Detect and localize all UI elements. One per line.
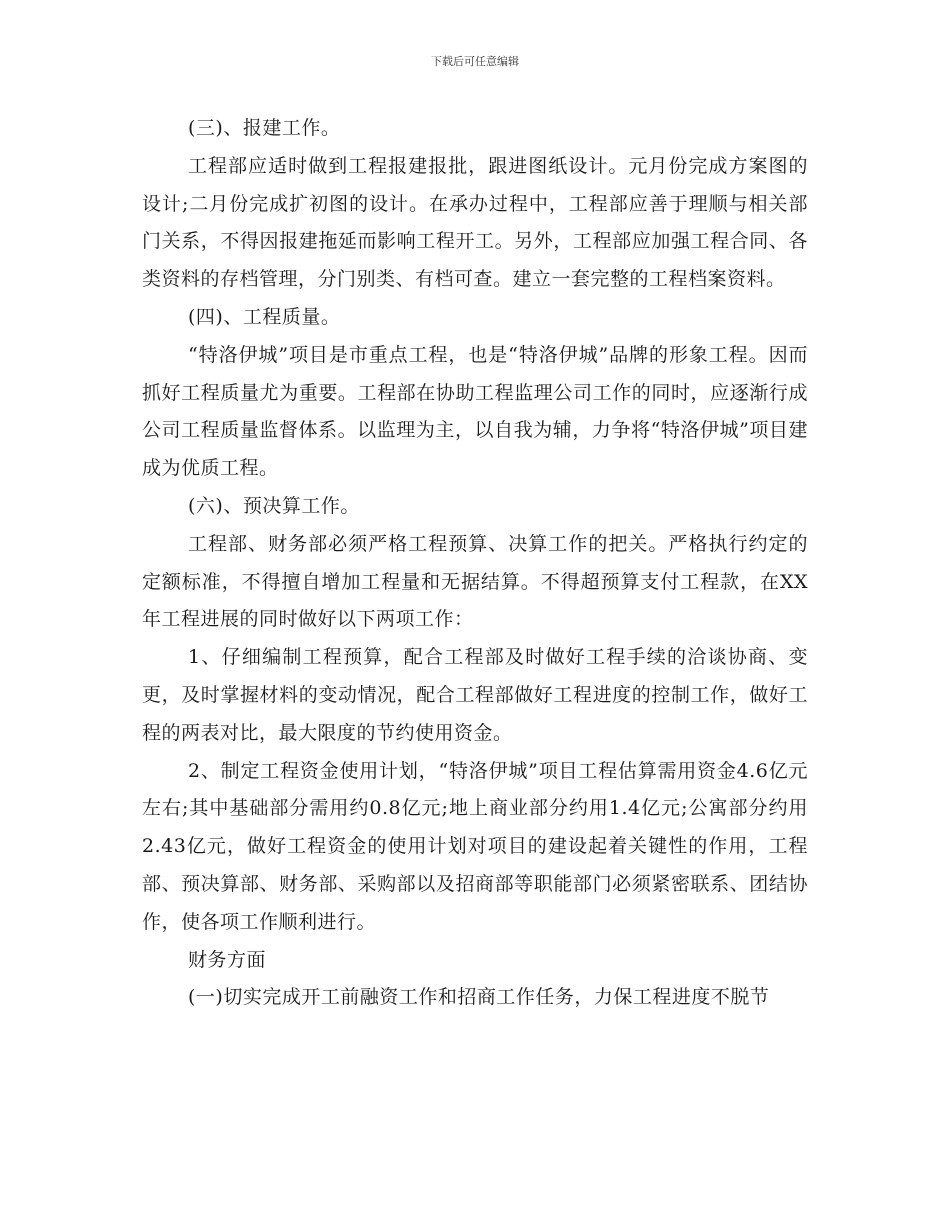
paragraph-finance-1: (一)切实完成开工前融资工作和招商工作任务，力保工程进度不脱节 [188,986,770,1009]
section-heading-quality: (四)、工程质量。 [188,305,341,328]
list-item-budget-1: 1、仔细编制工程预算，配合工程部及时做好工程手续的洽谈协商、变更，及时掌握材料的变动情况，配合工程部做好工程进度的控制工作，做好工程的两表对比，最大限度的节约使用资金。 [142,646,808,744]
list-item-budget-2: 2、制定工程资金使用计划，“特洛伊城”项目工程估算需用资金4.6亿元左右;其中基础部分需用约0.8亿元;地上商业部分约用1.4亿元;公寓部分约用 2.43亿元，做好工程资金的使用计划对项目的建设起着关键性的作用，工程部、预决算部、财务部、采购部以及招商部等职能部门必须紧密联系、团结协作，使各项工作顺利进行。 [142,759,808,933]
section-heading-budget: (六)、预决算工作。 [188,494,360,517]
paragraph-quality: “特洛伊城”项目是市重点工程，也是“特洛伊城”品牌的形象工程。因而抓好工程质量尤为重要。工程部在协助工程监理公司工作的同时，应逐渐行成公司工程质量监督体系。以监理为主，以自我为辅，力争将“特洛伊城”项目建成为优质工程。 [142,343,808,480]
section-heading-approval: (三)、报建工作。 [188,117,341,139]
page-header-note: 下载后可任意编辑 [431,55,519,68]
paragraph-approval: 工程部应适时做到工程报建报批，跟进图纸设计。元月份完成方案图的设计;二月份完成扩初图的设计。在承办过程中，工程部应善于理顺与相关部门关系，不得因报建拖延而影响工程开工。另外，工程部应加强工程合同、各类资料的存档管理，分门别类、有档可查。建立一套完整的工程档案资料。 [142,154,808,291]
paragraph-budget: 工程部、财务部必须严格工程预算、决算工作的把关。严格执行约定的定额标准，不得擅自增加工程量和无据结算。不得超预算支付工程款，在XX年工程进展的同时做好以下两项工作： [142,532,808,631]
document-body [142,110,808,1017]
section-heading-finance: 财务方面 [188,948,267,971]
